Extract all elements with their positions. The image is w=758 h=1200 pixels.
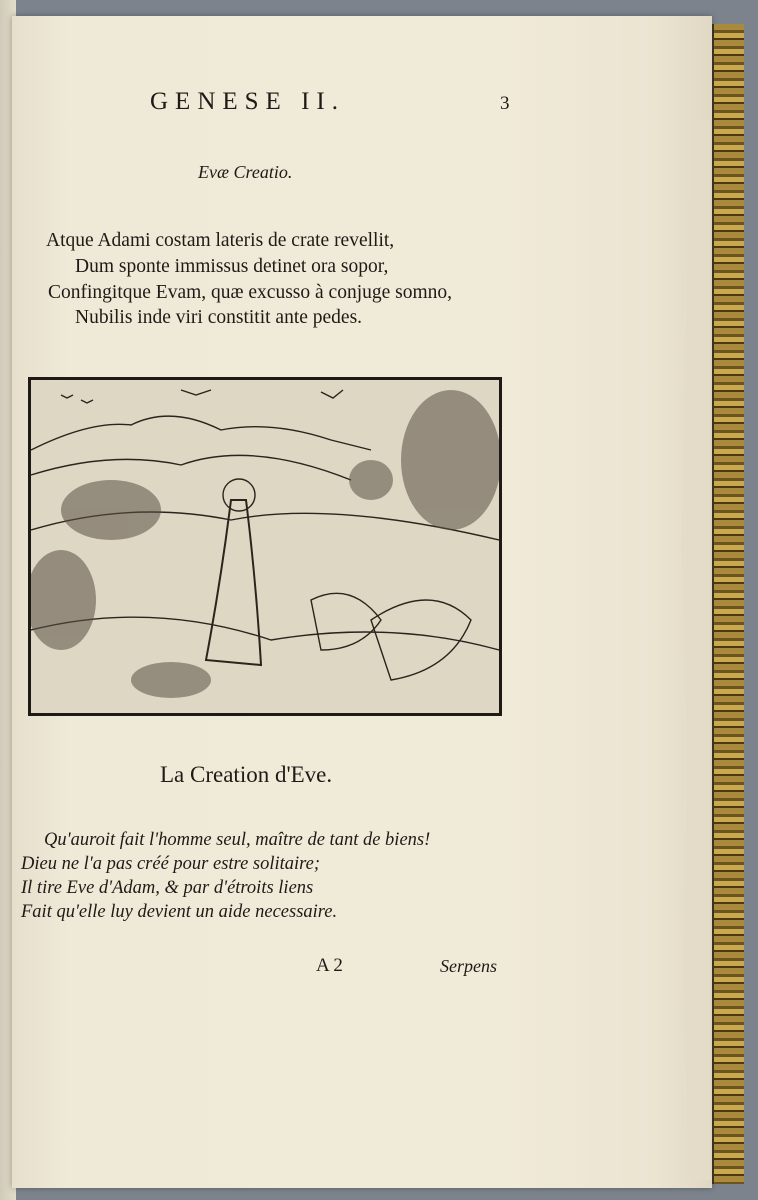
signature-mark: A 2	[316, 955, 343, 976]
french-title: La Creation d'Eve.	[160, 762, 333, 787]
woodcut-drawing	[31, 380, 499, 713]
latin-line: Dum sponte immissus detinet ora sopor,	[75, 256, 389, 277]
latin-title: Evæ Creatio.	[198, 162, 293, 182]
french-line: Qu'auroit fait l'homme seul, maître de tant de biens!	[44, 830, 431, 850]
gilded-page-edges	[712, 24, 744, 1184]
french-line: Il tire Eve d'Adam, & par d'étroits liens	[21, 878, 314, 898]
running-head: GENESE II.	[150, 88, 345, 115]
french-line: Dieu ne l'a pas créé pour estre solitaire;	[21, 854, 321, 874]
woodcut-illustration	[28, 377, 502, 716]
page-number: 3	[500, 93, 510, 114]
latin-line: Nubilis inde viri constitit ante pedes.	[75, 307, 363, 328]
latin-line: Atque Adami costam lateris de crate revellit,	[46, 230, 395, 251]
latin-line: Confingitque Evam, quæ excusso à conjuge somno,	[48, 282, 453, 303]
catchword: Serpens	[440, 956, 497, 976]
french-line: Fait qu'elle luy devient un aide necessaire.	[21, 902, 338, 922]
